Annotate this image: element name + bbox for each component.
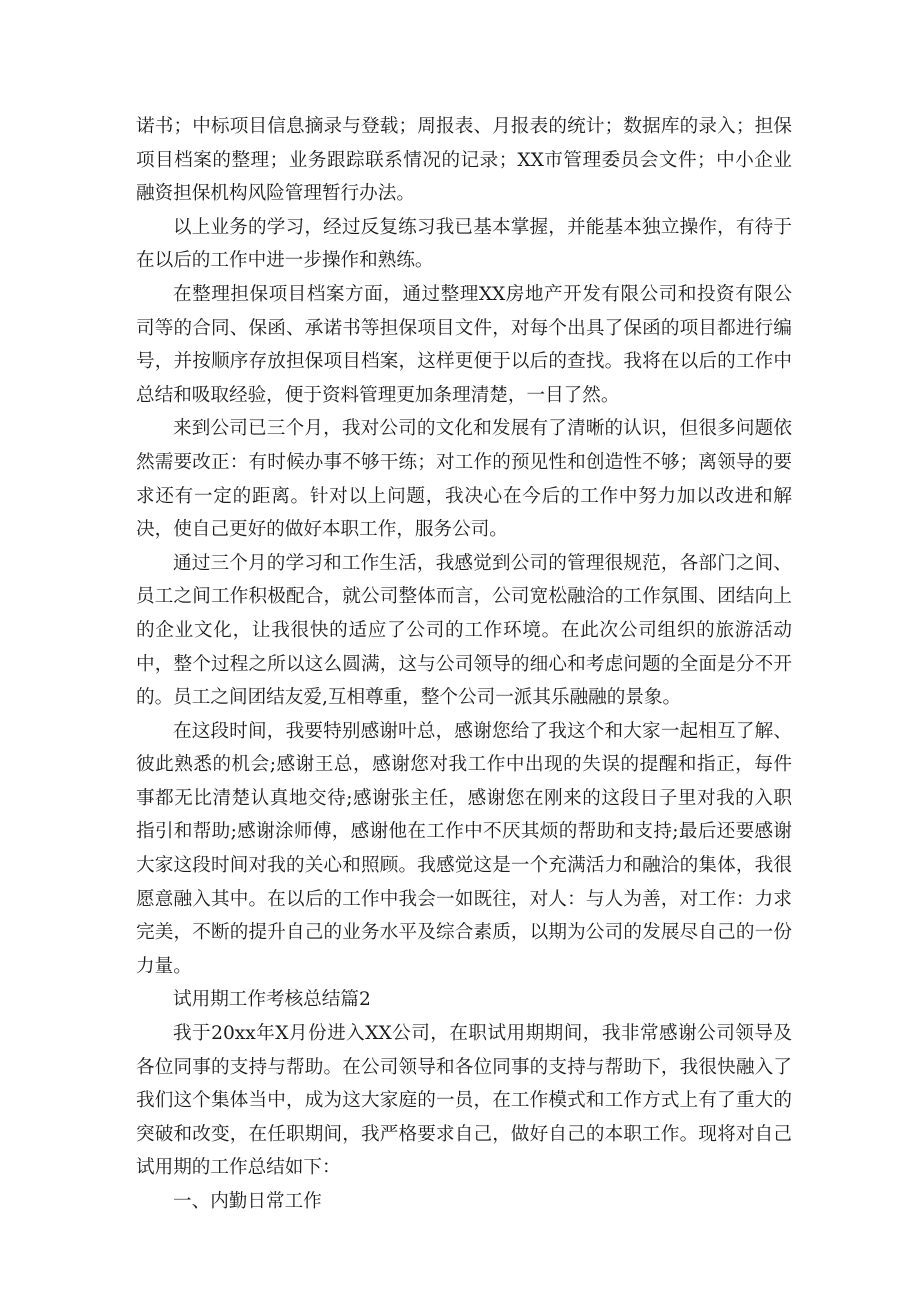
paragraph-3: 在整理担保项目档案方面，通过整理XX房地产开发有限公司和投资有限公司等的合同、保函、承诺书等担保项目文件，对每个出具了保函的项目都进行编号，并按顺序存放担保项目档案，这样更便于以后的查找。我将在以后的工作中总结和吸取经验，便于资料管理更加条理清楚，一目了然。 <box>136 283 792 406</box>
paragraph-6: 在这段时间，我要特别感谢叶总，感谢您给了我这个和大家一起相互了解、彼此熟悉的机会;感谢王总，感谢您对我工作中出现的失误的提醒和指正，每件事都无比清楚认真地交待;感谢张主任，感谢您在刚来的这段日子里对我的入职指引和帮助;感谢涂师傅，感谢他在工作中不厌其烦的帮助和支持;最后还要感谢大家这段时间对我的关心和照顾。我感觉这是一个充满活力和融洽的集体，我很愿意融入其中。在以后的工作中我会一如既往，对人：与人为善，对工作：力求完美，不断的提升自己的业务水平及综合素质，以期为公司的发展尽自己的一份力量。 <box>136 720 792 977</box>
paragraph-7: 我于20xx年X月份进入XX公司，在职试用期期间，我非常感谢公司领导及各位同事的支持与帮助。在公司领导和各位同事的支持与帮助下，我很快融入了我们这个集体当中，成为这大家庭的一员，在工作模式和工作方式上有了重大的突破和改变，在任职期间，我严格要求自己，做好自己的本职工作。现将对自己试用期的工作总结如下： <box>136 1023 792 1179</box>
paragraph-5: 通过三个月的学习和工作生活，我感觉到公司的管理很规范，各部门之间、员工之间工作积极配合，就公司整体而言，公司宽松融洽的工作氛围、团结向上的企业文化，让我很快的适应了公司的工作环境。在此次公司组织的旅游活动中，整个过程之所以这么圆满，这与公司领导的细心和考虑问题的全面是分不开的。员工之间团结友爱,互相尊重，整个公司一派其乐融融的景象。 <box>136 552 792 709</box>
paragraph-1: 诺书；中标项目信息摘录与登载；周报表、月报表的统计；数据库的录入；担保项目档案的整理；业务跟踪联系情况的记录；XX市管理委员会文件；中小企业融资担保机构风险管理暂行办法。 <box>136 116 792 205</box>
paragraph-4: 来到公司已三个月，我对公司的文化和发展有了清晰的认识，但很多问题依然需要改正：有时候办事不够干练；对工作的预见性和创造性不够；离领导的要求还有一定的距离。针对以上问题，我决心在今后的工作中努力加以改进和解决，使自己更好的做好本职工作，服务公司。 <box>136 418 792 541</box>
section-title: 试用期工作考核总结篇2 <box>173 989 371 1011</box>
document-page <box>136 110 792 1219</box>
paragraph-2: 以上业务的学习，经过反复练习我已基本掌握，并能基本独立操作，有待于在以后的工作中进一步操作和熟练。 <box>136 216 792 272</box>
subheading: 一、内勤日常工作 <box>173 1191 322 1212</box>
